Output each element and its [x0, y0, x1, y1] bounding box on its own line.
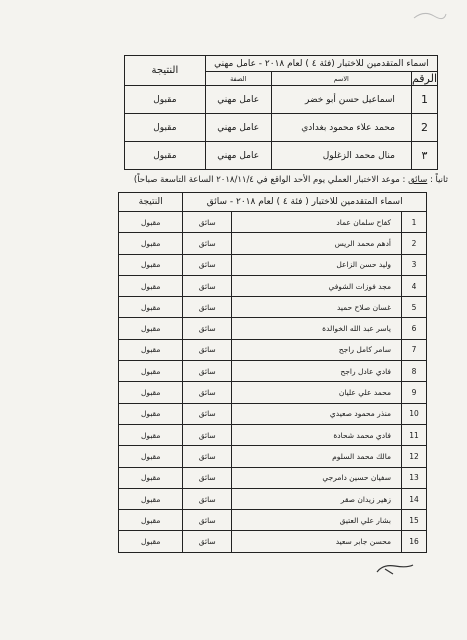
row-result: مقبول: [125, 114, 206, 142]
row-number: 13: [402, 467, 427, 488]
row-name: مجد فوزات الشوفي: [232, 275, 402, 296]
table-row: [119, 275, 427, 296]
row-role: سائق: [183, 318, 232, 339]
row-result: مقبول: [119, 531, 183, 552]
table-row: [119, 510, 427, 531]
table1-col-num: الرقم: [411, 72, 437, 85]
row-role: سائق: [183, 233, 232, 254]
row-result: مقبول: [119, 233, 183, 254]
row-role: سائق: [183, 275, 232, 296]
row-name: وليد حسن الزاعل: [232, 254, 402, 275]
row-name: سفيان حسين دامرجي: [232, 467, 402, 488]
row-result: مقبول: [119, 275, 183, 296]
row-result: مقبول: [119, 446, 183, 467]
row-result: مقبول: [119, 488, 183, 509]
row-role: سائق: [183, 403, 232, 424]
row-role: سائق: [183, 254, 232, 275]
row-number: 4: [402, 275, 427, 296]
row-name: زهير زيدان صقر: [232, 488, 402, 509]
table-row: [125, 114, 438, 142]
row-name: منذر محمود صعيدي: [232, 403, 402, 424]
row-role: سائق: [183, 424, 232, 445]
row-role: سائق: [183, 212, 232, 233]
table-row: [119, 233, 427, 254]
table-row: [125, 86, 438, 114]
row-name: كفاح سلمان عماد: [232, 212, 402, 233]
row-result: مقبول: [119, 318, 183, 339]
drivers-table: [118, 192, 427, 553]
table-row: [119, 424, 427, 445]
table-row: [125, 142, 438, 170]
row-number: 8: [402, 361, 427, 382]
row-result: مقبول: [119, 403, 183, 424]
table-row: [119, 212, 427, 233]
row-number: 5: [402, 297, 427, 318]
table-row: [119, 488, 427, 509]
row-role: عامل مهني: [205, 114, 271, 142]
table-row: [119, 403, 427, 424]
row-role: سائق: [183, 339, 232, 360]
row-number: 2: [402, 233, 427, 254]
row-name: بشار علي العتيق: [232, 510, 402, 531]
row-name: منال محمد الزغلول: [271, 142, 411, 170]
table-row: [119, 339, 427, 360]
table2-category-title: اسماء المتقدمين للاختبار ( فئة ٤ ) لعام ٢٠١٨ - سائق: [183, 193, 427, 212]
exam-date-note: [122, 175, 448, 185]
row-result: مقبول: [119, 212, 183, 233]
row-name: ياسر عبد الله الخوالدة: [232, 318, 402, 339]
row-number: 11: [402, 424, 427, 445]
note-underlined: سائق: [408, 175, 428, 185]
row-role: عامل مهني: [205, 142, 271, 170]
row-role: سائق: [183, 297, 232, 318]
table1-col-name: الاسم: [271, 72, 411, 86]
row-result: مقبول: [119, 424, 183, 445]
row-number: 12: [402, 446, 427, 467]
signature: [375, 560, 415, 578]
row-role: سائق: [183, 467, 232, 488]
row-number: 15: [402, 510, 427, 531]
row-role: سائق: [183, 488, 232, 509]
table-row: [119, 297, 427, 318]
row-result: مقبول: [125, 86, 206, 114]
note-prefix: ثانياً :: [429, 175, 448, 185]
row-role: عامل مهني: [205, 86, 271, 114]
row-name: مالك محمد السلوم: [232, 446, 402, 467]
row-result: مقبول: [119, 339, 183, 360]
table1-result-header: النتيجة: [125, 56, 206, 86]
row-number: 10: [402, 403, 427, 424]
row-name: فادي عادل راجح: [232, 361, 402, 382]
professional-workers-table: [124, 55, 438, 170]
row-result: مقبول: [119, 467, 183, 488]
row-result: مقبول: [119, 382, 183, 403]
row-number: 1: [402, 212, 427, 233]
row-name: أدهم محمد الريس: [232, 233, 402, 254]
table-row: [119, 531, 427, 552]
table2-result-header: النتيجة: [119, 193, 183, 212]
row-role: سائق: [183, 446, 232, 467]
row-name: محمد علي عليان: [232, 382, 402, 403]
row-number: ٣: [411, 142, 437, 170]
row-number: 3: [402, 254, 427, 275]
table-row: [119, 361, 427, 382]
table-row: [119, 446, 427, 467]
table-row: [119, 318, 427, 339]
row-result: مقبول: [125, 142, 206, 170]
row-name: محسن جابر سعيد: [232, 531, 402, 552]
table-row: [119, 467, 427, 488]
row-name: محمد علاء محمود بغدادي: [271, 114, 411, 142]
row-name: غسان صلاح حميد: [232, 297, 402, 318]
row-result: مقبول: [119, 361, 183, 382]
table-row: [119, 254, 427, 275]
row-role: سائق: [183, 510, 232, 531]
row-number: 6: [402, 318, 427, 339]
row-number: 14: [402, 488, 427, 509]
table-row: [119, 382, 427, 403]
row-name: فادي محمد شحادة: [232, 424, 402, 445]
row-number: 1: [411, 86, 437, 114]
row-result: مقبول: [119, 297, 183, 318]
row-role: سائق: [183, 382, 232, 403]
row-role: سائق: [183, 361, 232, 382]
row-number: 16: [402, 531, 427, 552]
row-name: سامر كامل راجح: [232, 339, 402, 360]
table1-category-title: اسماء المتقدمين للاختبار (فئة ٤ ) لعام ٢٠١٨ - عامل مهني: [205, 56, 437, 72]
table1-col-role: الصفة: [205, 72, 271, 86]
row-number: 9: [402, 382, 427, 403]
row-number: 7: [402, 339, 427, 360]
row-result: مقبول: [119, 254, 183, 275]
row-role: سائق: [183, 531, 232, 552]
row-number: 2: [411, 114, 437, 142]
corner-mark: [410, 6, 450, 26]
note-text: : موعد الاختبار العملي يوم الأحد الواقع في ٢٠١٨/١١/٤ الساعة التاسعة صباحاً): [133, 175, 406, 185]
row-name: اسماعيل حسن أبو خضر: [271, 86, 411, 114]
row-result: مقبول: [119, 510, 183, 531]
